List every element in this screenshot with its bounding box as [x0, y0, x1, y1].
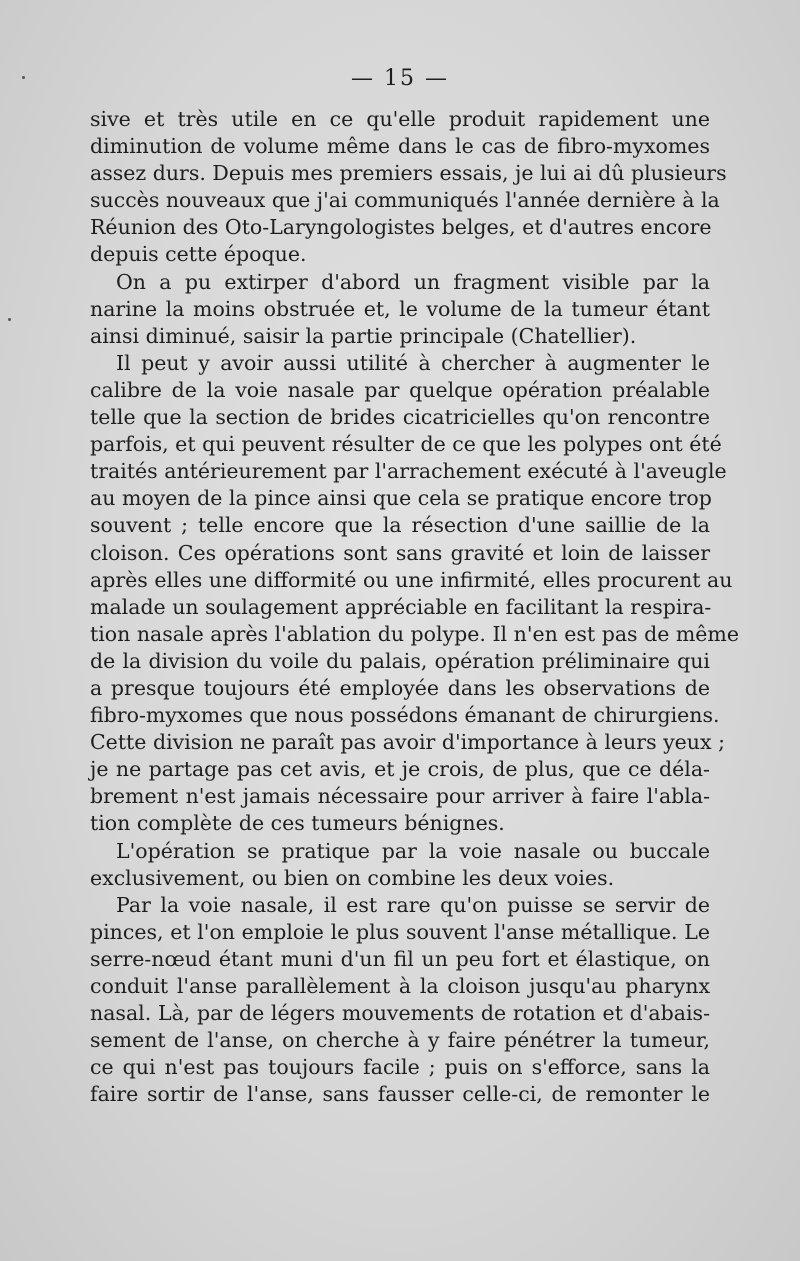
text-line: Par la voie nasale, il est rare qu'on puisse se servir de: [116, 892, 710, 917]
text-line: assez durs. Depuis mes premiers essais, je lui ai dû plusieurs: [90, 161, 727, 186]
text-line: après elles une difformité ou une infirmité, elles procurent au: [90, 567, 733, 592]
text-line: sive et très utile en ce qu'elle produit rapidement une: [90, 107, 710, 131]
text-line: nasal. Là, par de légers mouvements de rotation et d'abais-: [90, 1001, 710, 1026]
text-line: diminution de volume même dans le cas de fibro-myxomes: [90, 134, 710, 159]
text-line: tion complète de ces tumeurs bénignes.: [90, 811, 505, 836]
paper-speck: [8, 318, 11, 321]
text-line: sement de l'anse, on cherche à y faire pénétrer la tumeur,: [90, 1028, 710, 1053]
page-number: — 15 —: [351, 66, 449, 91]
text-line: fibro-myxomes que nous possédons émanant de chirurgiens.: [90, 703, 720, 728]
text-line: calibre de la voie nasale par quelque opération préalable: [90, 377, 710, 402]
text-line: depuis cette époque.: [90, 242, 307, 267]
text-line: parfois, et qui peuvent résulter de ce que les polypes ont été: [90, 432, 722, 457]
text-line: au moyen de la pince ainsi que cela se pratique encore trop: [90, 486, 712, 511]
text-line: telle que la section de brides cicatricielles qu'on rencontre: [90, 405, 710, 430]
paper-speck: [22, 76, 25, 79]
text-line: Cette division ne paraît pas avoir d'importance à leurs yeux ;: [90, 730, 725, 755]
text-line: souvent ; telle encore que la résection d'une saillie de la: [90, 513, 710, 538]
text-line: brement n'est jamais nécessaire pour arriver à faire l'abla-: [90, 784, 710, 809]
text-line: malade un soulagement appréciable en facilitant la respira-: [90, 594, 712, 619]
text-line: conduit l'anse parallèlement à la cloison jusqu'au pharynx: [90, 974, 710, 998]
text-line: a presque toujours été employée dans les observations de: [90, 675, 710, 700]
text-line: L'opération se pratique par la voie nasale ou buccale: [116, 838, 710, 863]
text-line: cloison. Ces opérations sont sans gravité et loin de laisser: [90, 540, 710, 565]
text-line: serre-nœud étant muni d'un fil un peu fort et élastique, on: [90, 946, 710, 971]
text-line: traités antérieurement par l'arrachement exécuté à l'aveugle: [90, 459, 727, 484]
body-text: [90, 106, 740, 1108]
text-line: On a pu extirper d'abord un fragment visible par la: [116, 269, 710, 294]
text-line: ce qui n'est pas toujours facile ; puis on s'efforce, sans la: [90, 1055, 710, 1080]
text-line: je ne partage pas cet avis, et je crois, de plus, que ce déla-: [90, 757, 710, 782]
text-line: pinces, et l'on emploie le plus souvent l'anse métallique. Le: [90, 919, 710, 944]
text-line: exclusivement, ou bien on combine les deux voies.: [90, 865, 615, 890]
text-line: narine la moins obstruée et, le volume de la tumeur étant: [90, 296, 710, 321]
text-line: faire sortir de l'anse, sans fausser celle-ci, de remonter le: [90, 1082, 710, 1107]
text-line: de la division du voile du palais, opération préliminaire qui: [90, 648, 710, 673]
text-line: Réunion des Oto-Laryngologistes belges, et d'autres encore: [90, 215, 712, 240]
text-line: Il peut y avoir aussi utilité à chercher à augmenter le: [116, 350, 710, 375]
text-line: ainsi diminué, saisir la partie principale (Chatellier).: [90, 323, 637, 348]
text-line: succès nouveaux que j'ai communiqués l'année dernière à la: [90, 188, 720, 213]
text-line: tion nasale après l'ablation du polype. Il n'en est pas de même: [90, 621, 740, 646]
